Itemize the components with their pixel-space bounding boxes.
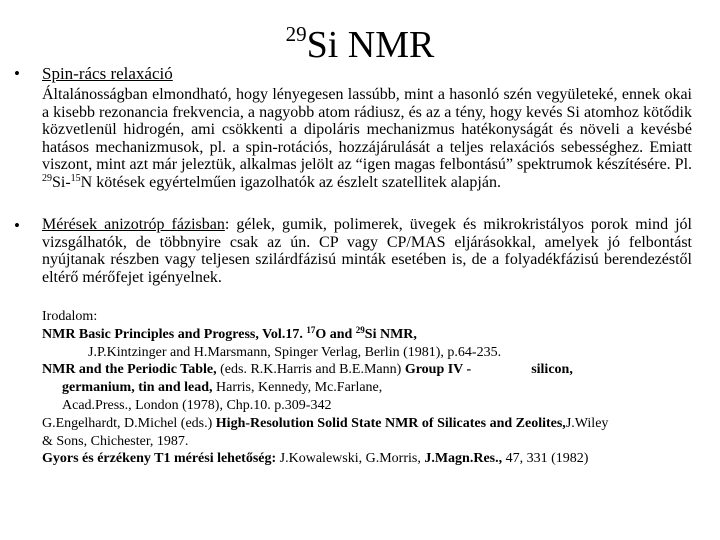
title-superscript: 29 <box>285 22 307 46</box>
paragraph-anisotropic: Mérések anizotróp fázisban: gélek, gumik, polimerek, üvegek és mikrokristályos porok mind jól vizsgálhatók, de többnyire csak az ún. CP vagy CP/MAS eljárásokkal, amelyek jó felbontást nyújtanak részben vagy teljesen szilárdfázisú minták esetében is, de a folyadékfázisú berendezéstől eltérő mérőfejet igényelnek. <box>42 216 692 286</box>
reference-3: G.Engelhardt, D.Michel (eds.) High-Resolution Solid State NMR of Silicates and Zeolites,J.Wiley <box>42 415 609 431</box>
title-main: Si NMR <box>306 24 435 66</box>
references-section <box>42 308 682 468</box>
bullet-marker: • <box>14 64 20 83</box>
page-title <box>0 12 720 67</box>
heading-anisotropic-measurements: Mérések anizotróp fázisban <box>42 216 225 233</box>
heading-spin-lattice-relaxation: Spin-rács relaxáció <box>42 64 173 83</box>
reference-1-authors: J.P.Kintzinger and H.Marsmann, Spinger Verlag, Berlin (1981), p.64-235. <box>88 344 502 360</box>
reference-1: NMR Basic Principles and Progress, Vol.17. $^{17}$O and $^{29}$Si NMR, <box>42 324 417 342</box>
reference-2: NMR and the Periodic Table, (eds. R.K.Harris and B.E.Mann) Group IV - silicon, <box>42 362 573 378</box>
reference-4: Gyors és érzékeny T1 mérési lehetőség: J.Kowalewski, G.Morris, J.Magn.Res., 47, 331 (1982) <box>42 451 589 467</box>
bullet-marker: • <box>14 216 20 235</box>
reference-2-line3: Acad.Press., London (1978), Chp.10. p.309-342 <box>62 397 332 413</box>
reference-3-line2: & Sons, Chichester, 1987. <box>42 433 189 449</box>
reference-2-line2: germanium, tin and lead, Harris, Kennedy, Mc.Farlane, <box>62 380 383 396</box>
references-header: Irodalom: <box>42 309 98 324</box>
paragraph-relaxation: Általánosságban elmondható, hogy lényegesen lassúbb, mint a hasonló szén vegyületeké, ennek okai a kisebb rezonancia frekvencia, a nagyobb atom rádiusz, és az a tény, hogy kevés Si atomhoz kötődik közvetlenül hidrogén, ami csökkenti a dipoláris mechanizmus hatékonyságát és növeli a kevésbé hatásos mechanizmusok, pl. a spin-rotációs, hozzájárulását a teljes relaxációs sebességhez. Emiatt viszont, mint azt már jeleztük, alkalmas jelölt az “igen magas felbontású” spektrumok készítésére. Pl. $^{29}$Si-$^{15}$N kötések egyértelműen igazolhatók az észlelt szatellitek alapján. <box>42 86 693 191</box>
